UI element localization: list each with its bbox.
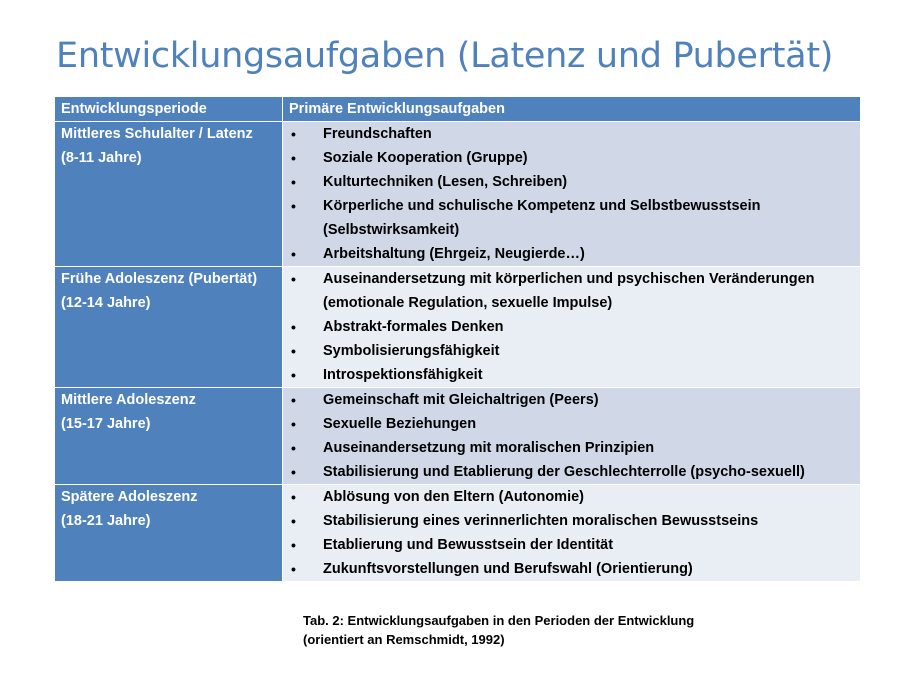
bullet-icon: • (291, 561, 296, 577)
bullet-icon: • (291, 513, 296, 529)
development-tasks-table (54, 97, 861, 582)
bullet-icon: • (291, 537, 296, 553)
period-ages: (18-21 Jahre) (61, 513, 151, 529)
table-row (55, 122, 861, 267)
period-cell (55, 122, 283, 267)
period-label: Mittleres Schulalter / Latenz (61, 126, 253, 142)
task-text: Freundschaften (323, 126, 432, 142)
task-text: Sexuelle Beziehungen (323, 416, 477, 432)
caption-line: Tab. 2: Entwicklungsaufgaben in den Perioden der Entwicklung (303, 613, 695, 628)
list-item (283, 242, 850, 266)
task-text: Arbeitshaltung (Ehrgeiz, Neugierde…) (323, 246, 585, 262)
bullet-icon: • (291, 246, 296, 262)
task-text: Körperliche und schulische Kompetenz und Selbstbewusstsein (Selbstwirksamkeit) (323, 198, 761, 238)
tasks-cell (283, 267, 861, 388)
task-text: Introspektionsfähigkeit (323, 367, 483, 383)
list-item (283, 339, 850, 363)
period-cell (55, 267, 283, 388)
list-item (283, 170, 850, 194)
task-text: Stabilisierung und Etablierung der Geschlechterrolle (psycho-sexuell) (323, 464, 805, 480)
task-text: Auseinandersetzung mit moralischen Prinzipien (323, 440, 655, 456)
list-item (283, 557, 850, 581)
period-cell (55, 485, 283, 582)
caption-source: (orientiert an Remschmidt, 1992) (303, 632, 505, 647)
period-cell (55, 388, 283, 485)
list-item (283, 436, 850, 460)
list-item (283, 485, 850, 509)
header-tasks: Primäre Entwicklungsaufgaben (283, 97, 861, 122)
task-list (283, 388, 850, 484)
tasks-cell (283, 122, 861, 267)
list-item (283, 122, 850, 146)
list-item (283, 267, 850, 315)
list-item (283, 363, 850, 387)
task-text: Soziale Kooperation (Gruppe) (323, 150, 528, 166)
tasks-cell (283, 485, 861, 582)
bullet-icon: • (291, 126, 296, 142)
bullet-icon: • (291, 367, 296, 383)
period-label: Mittlere Adoleszenz (61, 392, 196, 408)
bullet-icon: • (291, 319, 296, 335)
table-row (55, 388, 861, 485)
bullet-icon: • (291, 150, 296, 166)
table-row (55, 267, 861, 388)
list-item (283, 146, 850, 170)
task-text: Etablierung und Bewusstsein der Identität (323, 537, 614, 553)
bullet-icon: • (291, 174, 296, 190)
page-title: Entwicklungsaufgaben (Latenz und Pubertät) (56, 36, 834, 76)
bullet-icon: • (291, 343, 296, 359)
bullet-icon: • (291, 271, 296, 287)
table-row (55, 485, 861, 582)
list-item (283, 509, 850, 533)
period-ages: (8-11 Jahre) (61, 150, 142, 166)
period-label: Frühe Adoleszenz (Pubertät) (61, 271, 258, 287)
header-period: Entwicklungsperiode (55, 97, 283, 122)
tasks-cell (283, 388, 861, 485)
period-label: Spätere Adoleszenz (61, 489, 198, 505)
task-text: Auseinandersetzung mit körperlichen und psychischen Veränderungen (emotionale Regulation, sexuelle Impulse) (323, 271, 815, 311)
list-item (283, 460, 850, 484)
bullet-icon: • (291, 489, 296, 505)
bullet-icon: • (291, 392, 296, 408)
table-header-row (55, 97, 861, 122)
bullet-icon: • (291, 416, 296, 432)
list-item (283, 194, 850, 242)
task-text: Gemeinschaft mit Gleichaltrigen (Peers) (323, 392, 599, 408)
table-caption (303, 611, 694, 649)
task-text: Abstrakt-formales Denken (323, 319, 504, 335)
list-item (283, 315, 850, 339)
bullet-icon: • (291, 198, 296, 214)
period-ages: (12-14 Jahre) (61, 295, 151, 311)
bullet-icon: • (291, 440, 296, 456)
task-text: Ablösung von den Eltern (Autonomie) (323, 489, 584, 505)
bullet-icon: • (291, 464, 296, 480)
task-text: Zukunftsvorstellungen und Berufswahl (Orientierung) (323, 561, 693, 577)
task-text: Symbolisierungsfähigkeit (323, 343, 500, 359)
task-text: Stabilisierung eines verinnerlichten moralischen Bewusstseins (323, 513, 759, 529)
task-list (283, 485, 850, 581)
list-item (283, 412, 850, 436)
period-ages: (15-17 Jahre) (61, 416, 151, 432)
list-item (283, 533, 850, 557)
task-list (283, 267, 850, 387)
task-list (283, 122, 850, 266)
list-item (283, 388, 850, 412)
task-text: Kulturtechniken (Lesen, Schreiben) (323, 174, 568, 190)
